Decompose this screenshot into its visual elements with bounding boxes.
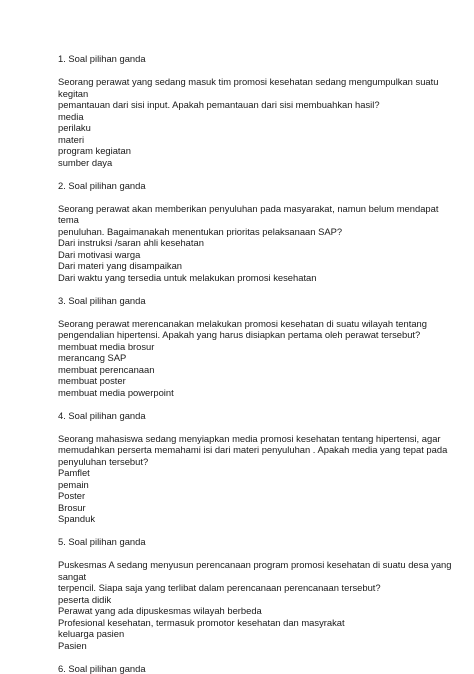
answer-option: membuat perencanaan	[58, 364, 454, 376]
answer-option: Spanduk	[58, 513, 454, 525]
question-block	[58, 410, 454, 525]
question-block	[58, 663, 454, 674]
answer-option: Pamflet	[58, 467, 454, 479]
question-stem-line: Seorang mahasiswa sedang menyiapkan media promosi kesehatan tentang hipertensi, agar	[58, 433, 454, 445]
answer-option: Dari waktu yang tersedia untuk melakukan promosi kesehatan	[58, 272, 454, 284]
answer-option: Brosur	[58, 502, 454, 514]
question-stem-line: Seorang perawat akan memberikan penyuluhan pada masyarakat, namun belum mendapat tema	[58, 203, 454, 226]
answer-option: Dari motivasi warga	[58, 249, 454, 261]
question-title: 2. Soal pilihan ganda	[58, 180, 454, 192]
answer-option: peserta didik	[58, 594, 454, 606]
question-stem-line: terpencil. Siapa saja yang terlibat dalam perencanaan perencanaan tersebut?	[58, 582, 454, 594]
answer-option: pemain	[58, 479, 454, 491]
answer-option: perilaku	[58, 122, 454, 134]
question-title: 5. Soal pilihan ganda	[58, 536, 454, 548]
answer-option: Poster	[58, 490, 454, 502]
question-block	[58, 180, 454, 284]
answer-option: membuat poster	[58, 375, 454, 387]
answer-option: media	[58, 111, 454, 123]
question-title: 6. Soal pilihan ganda	[58, 663, 454, 674]
question-block	[58, 536, 454, 651]
answer-option: materi	[58, 134, 454, 146]
answer-option: Perawat yang ada dipuskesmas wilayah berbeda	[58, 605, 454, 617]
question-title: 1. Soal pilihan ganda	[58, 53, 454, 65]
question-stem-line: Seorang perawat merencanakan melakukan promosi kesehatan di suatu wilayah tentang	[58, 318, 454, 330]
answer-option: merancang SAP	[58, 352, 454, 364]
question-stem-line: penuluhan. Bagaimanakah menentukan prioritas pelaksanaan SAP?	[58, 226, 454, 238]
answer-option: Dari materi yang disampaikan	[58, 260, 454, 272]
question-stem-line: pemantauan dari sisi input. Apakah pemantauan dari sisi membuahkan hasil?	[58, 99, 454, 111]
answer-option: program kegiatan	[58, 145, 454, 157]
question-title: 3. Soal pilihan ganda	[58, 295, 454, 307]
answer-option: Dari instruksi /saran ahli kesehatan	[58, 237, 454, 249]
question-block	[58, 295, 454, 399]
answer-option: Profesional kesehatan, termasuk promotor kesehatan dan masyrakat	[58, 617, 454, 629]
answer-option: Pasien	[58, 640, 454, 652]
question-stem-line: penyuluhan tersebut?	[58, 456, 454, 468]
question-stem-line: Puskesmas A sedang menyusun perencanaan program promosi kesehatan di suatu desa yang sangat	[58, 559, 454, 582]
question-stem-line: pengendalian hipertensi. Apakah yang harus disiapkan pertama oleh perawat tersebut?	[58, 329, 454, 341]
question-stem-line: Seorang perawat yang sedang masuk tim promosi kesehatan sedang mengumpulkan suatu kegitan	[58, 76, 454, 99]
answer-option: keluarga pasien	[58, 628, 454, 640]
question-stem-line: memudahkan perserta memahami isi dari materi penyuluhan . Apakah media yang tepat pada	[58, 444, 454, 456]
answer-option: sumber daya	[58, 157, 454, 169]
question-block	[58, 53, 454, 168]
question-title: 4. Soal pilihan ganda	[58, 410, 454, 422]
answer-option: membuat media powerpoint	[58, 387, 454, 399]
answer-option: membuat media brosur	[58, 341, 454, 353]
